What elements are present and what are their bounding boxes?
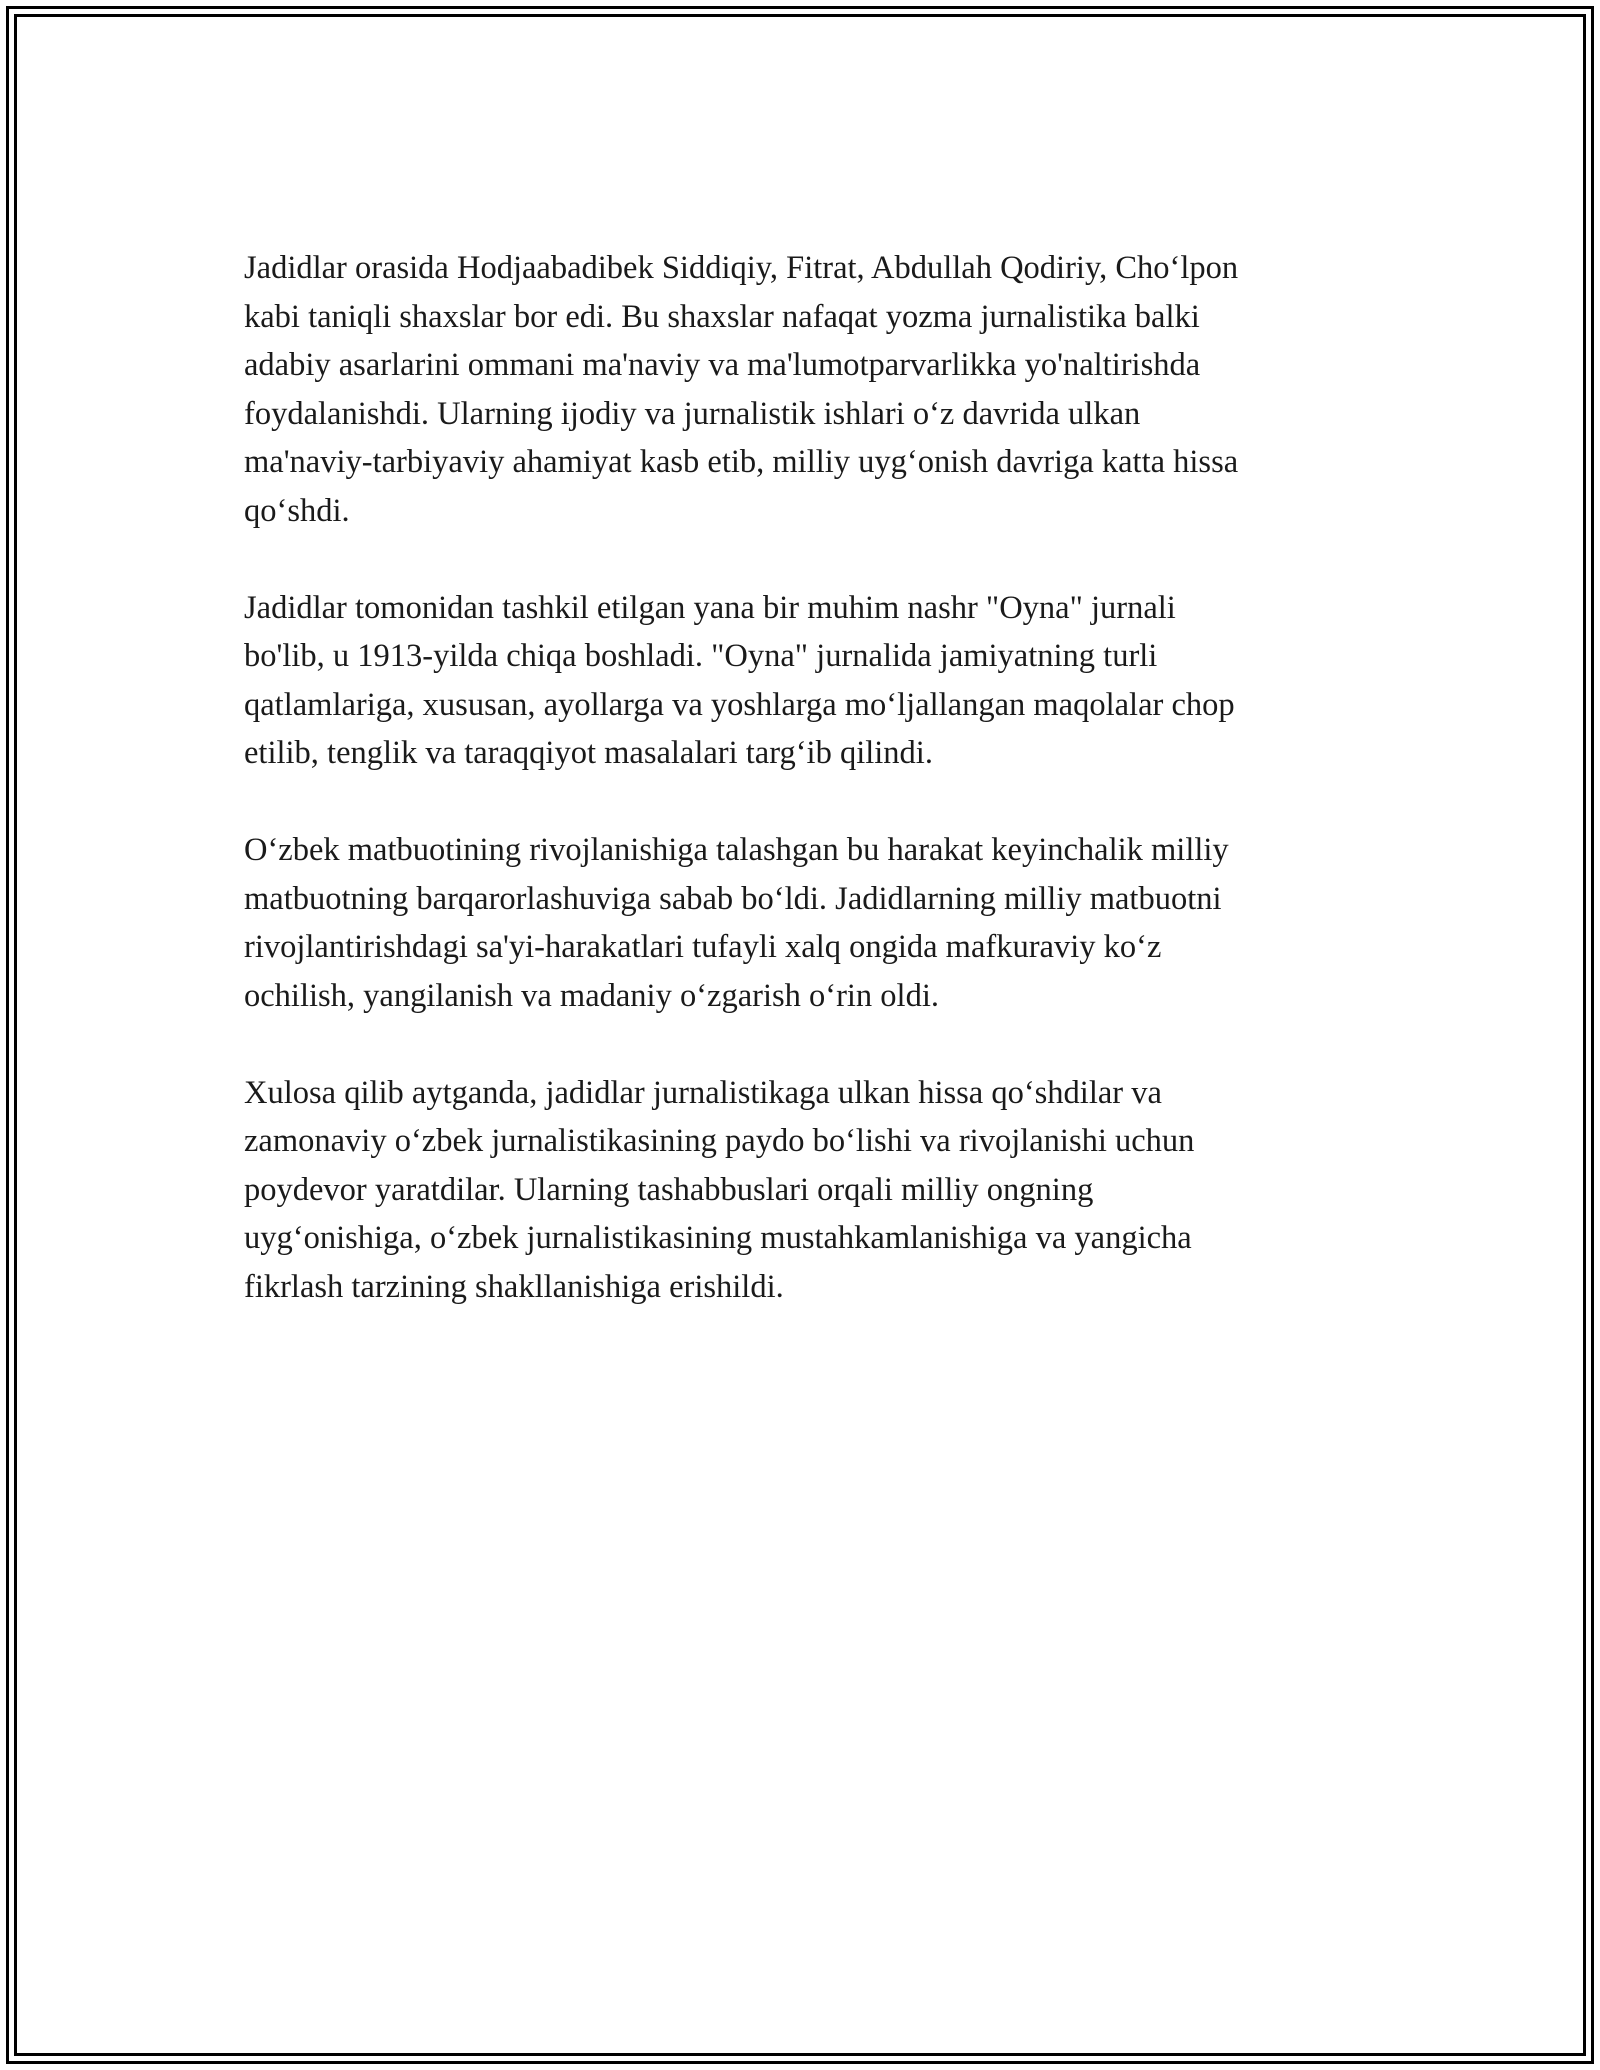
text-line: foydalanishdi. Ularning ijodiy va jurnalistik ishlari o‘z davrida ulkan (244, 395, 1141, 432)
text-line: Jadidlar orasida Hodjaabadibek Siddiqiy, Fitrat, Abdullah Qodiriy, Cho‘lpon (244, 250, 1239, 286)
text-line: bo'lib, u 1913-yilda chiqa boshladi. "Oyna" jurnalida jamiyatning turli (244, 638, 1158, 674)
text-line: kabi taniqli shaxslar bor edi. Bu shaxslar nafaqat yozma jurnalistika balki (244, 298, 1200, 335)
document-body (244, 244, 1384, 1360)
text-line: poydevor yaratdilar. Ularning tashabbuslari orqali milliy ongning (244, 1171, 1094, 1208)
text-line: qo‘shdi. (244, 492, 350, 529)
text-line: adabiy asarlarini ommani ma'naviy va ma'lumotparvarlikka yo'naltirishda (244, 347, 1201, 383)
paragraph-1 (244, 244, 1384, 535)
text-line: O‘zbek matbuotining rivojlanishiga talashgan bu harakat keyinchalik milliy (244, 832, 1229, 868)
paragraph-2 (244, 584, 1384, 778)
text-line: matbuotning barqarorlashuviga sabab bo‘ldi. Jadidlarning milliy matbuotni (244, 880, 1222, 917)
text-line: ma'naviy-tarbiyaviy ahamiyat kasb etib, milliy uyg‘onish davriga katta hissa (244, 444, 1239, 480)
text-line: uyg‘onishiga, o‘zbek jurnalistikasining mustahkamlanishiga va yangicha (244, 1220, 1192, 1256)
text-line: qatlamlariga, xususan, ayollarga va yoshlarga mo‘ljallangan maqolalar chop (244, 686, 1235, 723)
text-line: fikrlash tarzining shakllanishiga erishildi. (244, 1268, 784, 1305)
text-line: rivojlantirishdagi sa'yi-harakatlari tufayli xalq ongida mafkuraviy ko‘z (244, 929, 1162, 965)
text-line: Xulosa qilib aytganda, jadidlar jurnalistikaga ulkan hissa qo‘shdilar va (244, 1074, 1162, 1111)
paragraph-3 (244, 826, 1384, 1020)
document-page (6, 6, 1594, 2064)
text-line: etilib, tenglik va taraqqiyot masalalari targ‘ib qilindi. (244, 735, 933, 771)
paragraph-4 (244, 1069, 1384, 1312)
text-line: ochilish, yangilanish va madaniy o‘zgarish o‘rin oldi. (244, 977, 939, 1014)
text-line: Jadidlar tomonidan tashkil etilgan yana bir muhim nashr "Oyna" jurnali (244, 589, 1176, 626)
text-line: zamonaviy o‘zbek jurnalistikasining paydo bo‘lishi va rivojlanishi uchun (244, 1123, 1195, 1159)
